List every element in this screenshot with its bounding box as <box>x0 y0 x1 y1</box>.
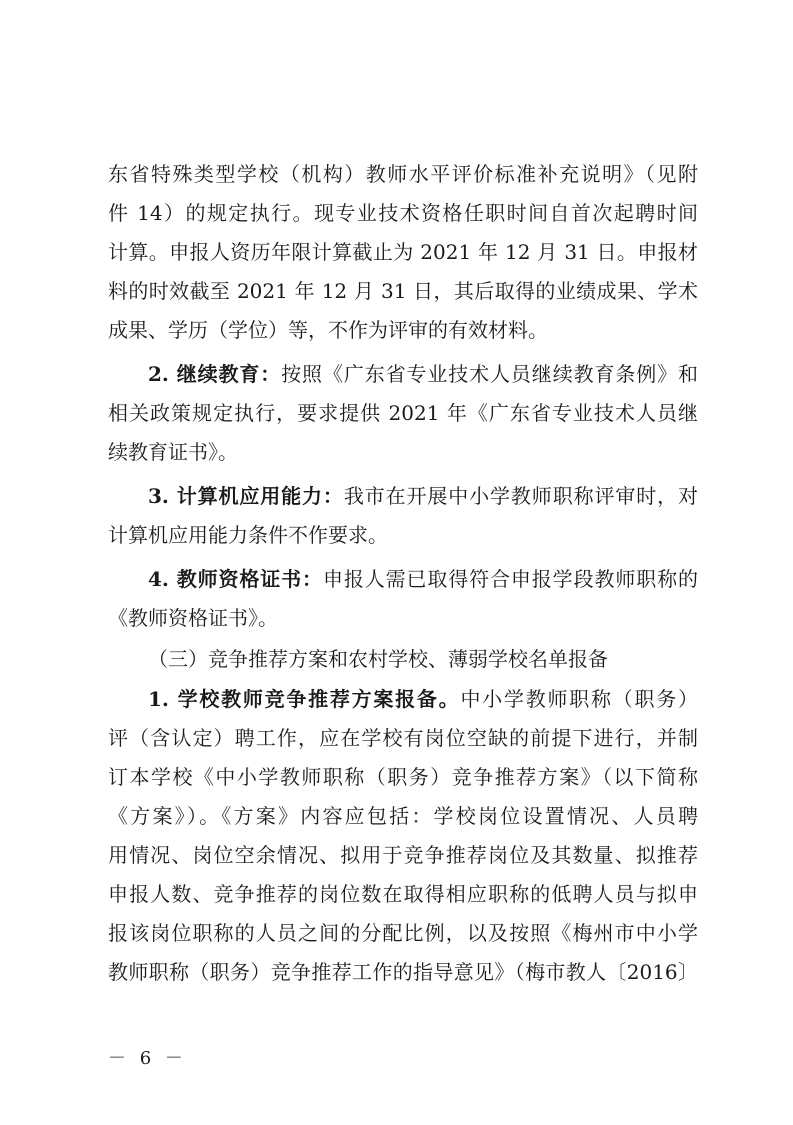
text-line: 料的时效截至 2021 年 12 月 31 日，其后取得的业绩成果、学术 <box>108 279 698 303</box>
text-line: 评（含认定）聘工作，应在学校有岗位空缺的前提下进行，并制 <box>108 726 698 750</box>
text-line: 成果、学历（学位）等，不作为评审的有效材料。 <box>108 318 548 342</box>
paragraph-teacher-certificate <box>108 560 698 638</box>
item-text: 我市在开展中小学教师职称评审时，对 <box>343 484 699 508</box>
item-text: 按照《广东省专业技术人员继续教育条例》和 <box>281 362 699 386</box>
text-line: 《教师资格证书》。 <box>108 606 278 630</box>
text-line: 计算。申报人资历年限计算截止为 2021 年 12 月 31 日。申报材 <box>108 240 698 264</box>
text-line: 续教育证书》。 <box>108 440 238 464</box>
text-line: 订本学校《中小学教师职称（职务）竞争推荐方案》（以下简称 <box>108 765 698 789</box>
text-line: 件 14）的规定执行。现专业技术资格任职时间自首次起聘时间 <box>108 201 698 225</box>
text-line: 相关政策规定执行，要求提供 2021 年《广东省专业技术人员继 <box>108 401 698 425</box>
item-heading: 2. 继续教育： <box>148 362 282 386</box>
item-text: 中小学教师职称（职务） <box>460 687 699 711</box>
text-line: 教师职称（职务）竞争推荐工作的指导意见》（梅市教人〔2016〕 <box>108 960 698 984</box>
text-line <box>108 560 698 599</box>
paragraph-recommendation-plan <box>108 680 698 992</box>
paragraph-continuation <box>108 155 698 350</box>
text-line: 计算机应用能力条件不作要求。 <box>108 523 388 547</box>
item-heading: 3. 计算机应用能力： <box>148 484 344 508</box>
item-heading: 4. 教师资格证书： <box>148 567 323 591</box>
text-line: 东省特殊类型学校（机构）教师水平评价标准补充说明》（见附 <box>108 162 698 186</box>
paragraph-computer-skills <box>108 477 698 555</box>
text-line: 用情况、岗位空余情况、拟用于竞争推荐岗位及其数量、拟推荐 <box>108 843 698 867</box>
paragraph-continuing-education <box>108 355 698 472</box>
text-line <box>108 680 698 719</box>
text-line <box>108 355 698 394</box>
text-line: 申报人数、竞争推荐的岗位数在取得相应职称的低聘人员与拟申 <box>108 882 698 906</box>
section-heading <box>108 640 698 679</box>
text-line <box>108 477 698 516</box>
item-heading: 1. 学校教师竞争推荐方案报备。 <box>148 687 461 711</box>
item-text: 申报人需已取得符合申报学段教师职称的 <box>322 567 699 591</box>
section-heading-text: （三）竞争推荐方案和农村学校、薄弱学校名单报备 <box>148 647 608 671</box>
page-number: － 6 － <box>108 1048 187 1069</box>
text-line: 报该岗位职称的人员之间的分配比例，以及按照《梅州市中小学 <box>108 921 698 945</box>
text-line: 《方案》）。《方案》内容应包括：学校岗位设置情况、人员聘 <box>108 804 698 828</box>
